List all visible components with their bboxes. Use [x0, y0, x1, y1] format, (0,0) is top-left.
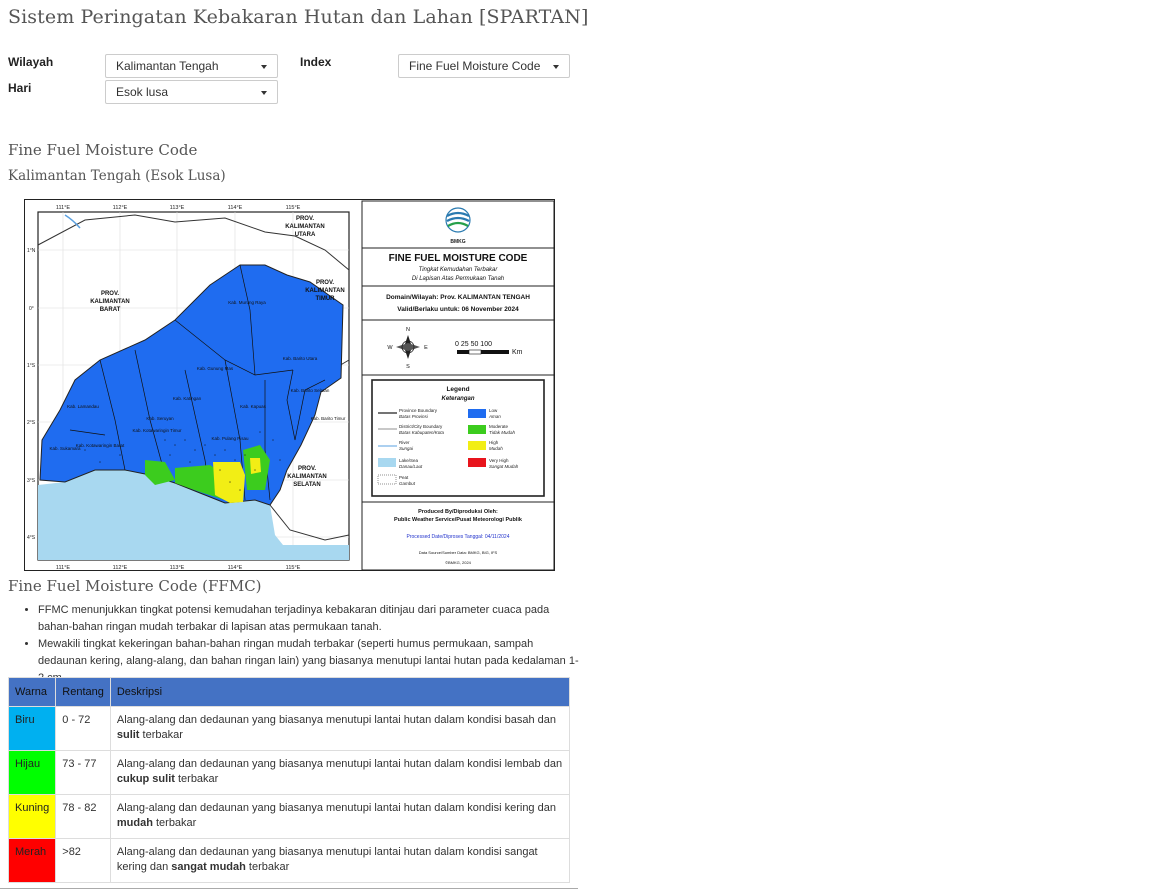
- hari-label: Hari: [8, 81, 32, 95]
- kaltara-label-2: KALIMANTAN: [285, 224, 325, 230]
- kaltara-label-3: UTARA: [294, 232, 316, 238]
- color-swatch-hijau: Hijau: [9, 751, 56, 795]
- district-label: Kab. Kotawaringin Timur: [132, 428, 182, 433]
- svg-text:Province Boundary: Province Boundary: [399, 408, 438, 413]
- district-label: Kab. Murung Raya: [228, 300, 266, 305]
- legend-swatch-low: [468, 409, 486, 418]
- table-row: [9, 795, 570, 839]
- district-label: Kab. Barito Utara: [282, 356, 318, 361]
- svg-text:2°S: 2°S: [27, 420, 36, 426]
- svg-text:3°S: 3°S: [27, 478, 36, 484]
- svg-text:1°N: 1°N: [27, 248, 36, 254]
- index-select[interactable]: [398, 54, 570, 78]
- district-label: Kab. Barito Timur: [310, 416, 346, 421]
- ffmc-bullet-list: [22, 602, 583, 687]
- svg-text:114°E: 114°E: [227, 565, 243, 571]
- map-subtitle-1: Tingkat Kemudahan Terbakar: [418, 267, 498, 273]
- svg-text:115°E: 115°E: [285, 205, 301, 211]
- kalsel-label-1: PROV.: [297, 466, 317, 472]
- kaltara-label-1: PROV.: [295, 216, 315, 222]
- table-row: [9, 839, 570, 883]
- copyright: ©BMKG, 2024: [445, 560, 471, 565]
- ffmc-range-table: [8, 677, 570, 883]
- produced-org: Public Weather Service/Pusat Meteorologi Publik: [394, 517, 522, 523]
- wilayah-select-value: Kalimantan Tengah: [116, 59, 219, 73]
- svg-text:Moderate: Moderate: [489, 424, 509, 429]
- svg-text:N: N: [406, 327, 410, 333]
- svg-text:District/City Boundary: District/City Boundary: [399, 424, 443, 429]
- kalsel-label-3: SELATAN: [293, 482, 321, 488]
- chevron-down-icon: [553, 65, 559, 69]
- district-label: Kab. Pulang Pisau: [211, 436, 249, 441]
- svg-text:Aman: Aman: [489, 414, 501, 419]
- district-label: Kab. Barito Selatan: [290, 388, 330, 393]
- district-label: Kab. Kapuas: [240, 404, 266, 409]
- range-cell: 78 - 82: [56, 795, 111, 839]
- lat-tick-labels: [27, 248, 36, 541]
- svg-text:Low: Low: [489, 408, 498, 413]
- svg-text:W: W: [387, 345, 393, 351]
- svg-text:Batas Kabupaten/Kota: Batas Kabupaten/Kota: [399, 430, 445, 435]
- kalbar-label-1: PROV.: [100, 291, 120, 297]
- ffmc-map-image: [24, 199, 555, 571]
- svg-text:Gambut: Gambut: [399, 481, 416, 486]
- legend-swatch-moderate: [468, 425, 486, 434]
- wilayah-select[interactable]: [105, 54, 278, 78]
- description-cell: Alang-alang dan dedaunan yang biasanya menutupi lantai hutan dalam kondisi basah dan sulit terbakar: [110, 707, 569, 751]
- map-subtitle-2: Di Lapisan Atas Permukaan Tanah: [411, 276, 505, 282]
- svg-text:1°S: 1°S: [27, 363, 36, 369]
- svg-text:Very High: Very High: [489, 458, 509, 463]
- svg-text:S: S: [406, 364, 410, 370]
- svg-text:Mudah: Mudah: [489, 446, 503, 451]
- svg-text:Tidak Mudah: Tidak Mudah: [489, 430, 515, 435]
- svg-text:114°E: 114°E: [227, 205, 243, 211]
- index-label: Index: [300, 55, 332, 69]
- hari-select[interactable]: [105, 80, 278, 104]
- list-item: • FFMC menunjukkan tingkat potensi kemudahan terjadinya kebakaran ditinjau dari parameter cuaca pada bahan-bahan ringan mudah terbakar di lapisan atas permukaan tanah.: [38, 602, 583, 636]
- color-swatch-biru: Biru: [9, 707, 56, 751]
- section-heading: Fine Fuel Moisture Code: [8, 141, 198, 159]
- ffmc-heading: Fine Fuel Moisture Code (FFMC): [8, 577, 262, 595]
- chevron-down-icon: [261, 91, 267, 95]
- table-row: [9, 707, 570, 751]
- svg-text:Sangat Mudah: Sangat Mudah: [489, 464, 519, 469]
- svg-text:0 25 50 100: 0 25 50 100: [455, 341, 492, 348]
- processed-date: Processed Date/Diproses Tanggal: 04/11/2024: [406, 534, 510, 540]
- legend-swatch-very-high: [468, 458, 486, 467]
- svg-text:Lake/Sea: Lake/Sea: [399, 458, 419, 463]
- color-swatch-kuning: Kuning: [9, 795, 56, 839]
- list-item: • Mewakili tingkat kekeringan bahan-bahan ringan mudah terbakar (seperti humus permukaan, sampah dedaunan kering, alang-alang, dan bahan ringan lain) yang biasanya menutupi lantai hutan pada kedalaman 1-: [38, 636, 583, 687]
- legend-title: Legend: [446, 386, 470, 393]
- description-cell: Alang-alang dan dedaunan yang biasanya menutupi lantai hutan dalam kondisi lembab dan cukup sulit terbakar: [110, 751, 569, 795]
- district-label: Kab. Gunung Mas: [196, 366, 234, 371]
- table-header-row: [9, 678, 570, 707]
- district-label: Kab. Kotawaringin Barat: [75, 443, 125, 448]
- description-cell: Alang-alang dan dedaunan yang biasanya menutupi lantai hutan dalam kondisi sangat kering dan sangat mudah terbakar: [110, 839, 569, 883]
- index-select-value: Fine Fuel Moisture Code: [409, 59, 541, 73]
- header-rentang: Rentang: [56, 678, 111, 707]
- kalbar-label-2: KALIMANTAN: [90, 299, 130, 305]
- map-valid-date: Valid/Berlaku untuk: 06 November 2024: [397, 306, 519, 313]
- district-label: Kab. Katingan: [172, 396, 202, 401]
- svg-text:111°E: 111°E: [55, 205, 71, 211]
- kalsel-label-2: KALIMANTAN: [287, 474, 327, 480]
- section-subheading: Kalimantan Tengah (Esok Lusa): [8, 168, 226, 184]
- legend-swatch-high: [468, 441, 486, 450]
- range-cell: >82: [56, 839, 111, 883]
- range-cell: 0 - 72: [56, 707, 111, 751]
- produced-by: Produced By/Diproduksi Oleh:: [418, 509, 498, 515]
- kaltim-label-1: PROV.: [315, 280, 335, 286]
- kaltim-label-2: KALIMANTAN: [305, 288, 345, 294]
- kalbar-label-3: BARAT: [99, 307, 121, 313]
- svg-text:0°: 0°: [29, 306, 34, 312]
- svg-text:Sungai: Sungai: [399, 446, 414, 451]
- data-source: Data Source/Sumber Data: BMKG, BIG, IFS: [418, 550, 498, 555]
- header-deskripsi: Deskripsi: [110, 678, 569, 707]
- svg-text:Peat: Peat: [399, 475, 409, 480]
- svg-text:High: High: [489, 440, 499, 445]
- legend-subtitle: Keterangan: [441, 396, 475, 402]
- svg-text:E: E: [424, 345, 428, 351]
- svg-text:4°S: 4°S: [27, 535, 36, 541]
- wilayah-label: Wilayah: [8, 55, 54, 69]
- divider: [0, 888, 578, 889]
- map-title: FINE FUEL MOISTURE CODE: [388, 253, 528, 264]
- svg-text:Danau/Laut: Danau/Laut: [399, 464, 423, 469]
- svg-text:Km: Km: [512, 349, 523, 356]
- map-domain: Domain/Wilayah: Prov. KALIMANTAN TENGAH: [386, 294, 530, 301]
- district-label: Kab. Sukamara: [49, 446, 81, 451]
- svg-text:Batas Provinsi: Batas Provinsi: [399, 414, 428, 419]
- district-label: Kab. Seruyan: [146, 416, 174, 421]
- district-label: Kab. Lamandau: [67, 404, 99, 409]
- table-row: [9, 751, 570, 795]
- svg-text:112°E: 112°E: [112, 205, 128, 211]
- header-warna: Warna: [9, 678, 56, 707]
- svg-text:112°E: 112°E: [112, 565, 128, 571]
- page-title: Sistem Peringatan Kebakaran Hutan dan Lahan [SPARTAN]: [8, 6, 589, 28]
- description-cell: Alang-alang dan dedaunan yang biasanya menutupi lantai hutan dalam kondisi kering dan mudah terbakar: [110, 795, 569, 839]
- kaltim-label-3: TIMUR: [315, 296, 335, 302]
- range-cell: 73 - 77: [56, 751, 111, 795]
- svg-text:111°E: 111°E: [55, 565, 71, 571]
- chevron-down-icon: [261, 65, 267, 69]
- svg-text:115°E: 115°E: [285, 565, 301, 571]
- svg-text:River: River: [399, 440, 410, 445]
- svg-text:BMKG: BMKG: [450, 239, 466, 245]
- hari-select-value: Esok lusa: [116, 85, 169, 99]
- svg-text:113°E: 113°E: [169, 205, 185, 211]
- svg-text:113°E: 113°E: [169, 565, 185, 571]
- color-swatch-merah: Merah: [9, 839, 56, 883]
